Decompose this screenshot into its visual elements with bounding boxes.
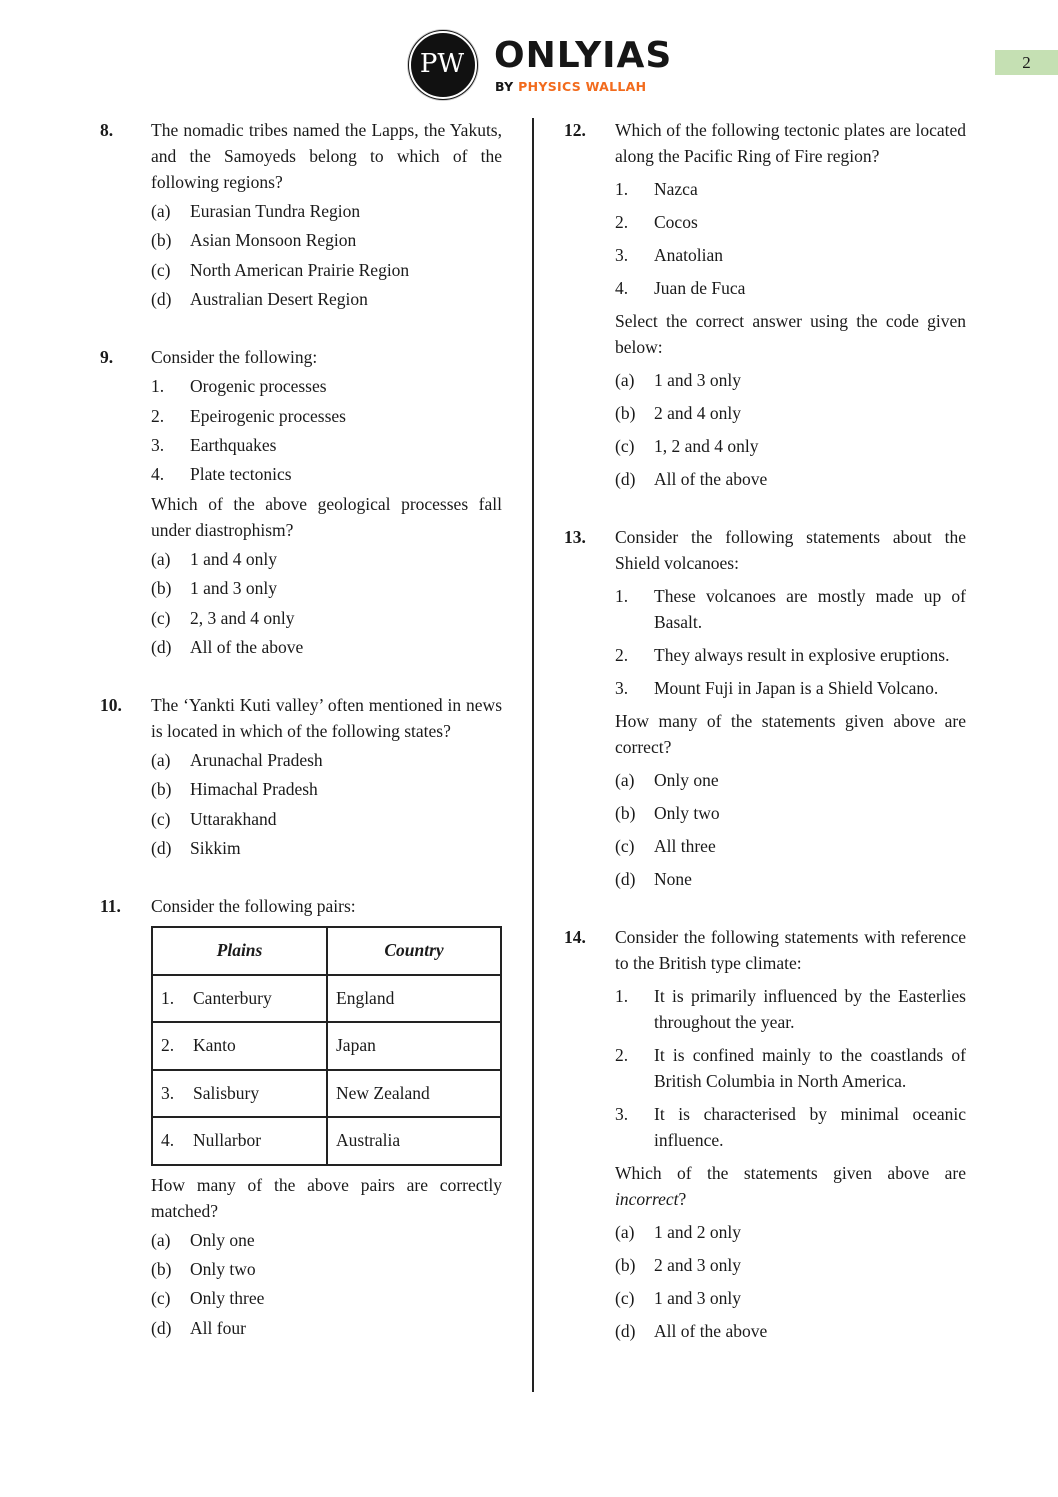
table-row — [152, 1117, 501, 1165]
option-text: 1 and 3 only — [190, 578, 278, 599]
option-d — [615, 1318, 966, 1344]
question-prompt: Which of the above geological processes fall under diastrophism? — [151, 493, 502, 540]
option-text: 1 and 2 only — [654, 1222, 742, 1242]
options-list — [151, 198, 502, 312]
option-marker: (b) — [615, 1255, 636, 1275]
option-marker: (a) — [615, 370, 635, 390]
header-plains: Plains — [152, 927, 327, 975]
header-country: Country — [327, 927, 501, 975]
items-list — [615, 983, 966, 1153]
options-list — [615, 367, 966, 492]
plain-name: Salisbury — [193, 1082, 260, 1103]
option-b — [615, 400, 966, 426]
pairs-table — [151, 926, 502, 1166]
list-item — [615, 275, 966, 301]
table-row — [152, 1070, 501, 1118]
option-b — [151, 227, 502, 253]
option-marker: (d) — [615, 869, 636, 889]
question-number: 14. — [564, 927, 586, 947]
option-text: Only three — [190, 1288, 265, 1309]
item-marker: 2. — [615, 212, 629, 232]
question-11 — [100, 893, 502, 1341]
prompt-end: ? — [678, 1189, 687, 1209]
option-b — [151, 1256, 502, 1282]
item-text: Epeirogenic processes — [190, 405, 346, 426]
list-item — [615, 1101, 966, 1153]
brand-name: ONLYIAS — [494, 35, 673, 76]
page-number: 2 — [995, 50, 1058, 75]
list-item — [151, 432, 502, 458]
item-marker: 3. — [151, 434, 165, 455]
option-c — [151, 605, 502, 631]
list-item — [615, 242, 966, 268]
prompt-emphasis: incorrect — [615, 1189, 679, 1209]
option-text: North American Prairie Region — [190, 259, 410, 280]
option-marker: (b) — [615, 403, 636, 423]
question-number: 13. — [564, 527, 586, 547]
option-text: All of the above — [654, 469, 768, 489]
list-item — [615, 1042, 966, 1094]
question-prompt: Select the correct answer using the code given below: — [615, 311, 966, 357]
list-item — [151, 461, 502, 487]
option-d — [615, 466, 966, 492]
option-marker: (a) — [151, 548, 171, 569]
option-marker: (a) — [151, 201, 171, 221]
option-a — [151, 198, 502, 224]
plain-name: Canterbury — [193, 987, 272, 1008]
option-marker: (d) — [151, 289, 172, 310]
item-text: Anatolian — [654, 245, 724, 265]
list-item — [615, 675, 966, 701]
option-text: Arunachal Pradesh — [190, 749, 323, 770]
items-list — [615, 176, 966, 301]
option-marker: (d) — [615, 469, 636, 489]
option-text: Uttarakhand — [190, 808, 277, 829]
option-marker: (a) — [151, 1229, 171, 1250]
question-12 — [564, 117, 966, 492]
question-text: Which of the following tectonic plates are located along the Pacific Ring of Fire region? — [615, 120, 966, 166]
question-prompt: How many of the above pairs are correctly matched? — [151, 1174, 502, 1221]
option-text: All of the above — [190, 636, 304, 657]
page-header — [0, 0, 1058, 110]
list-item — [615, 176, 966, 202]
question-number: 9. — [100, 347, 114, 368]
option-text: All of the above — [654, 1321, 768, 1341]
options-list — [615, 767, 966, 892]
option-text: 1 and 3 only — [654, 1288, 742, 1308]
option-text: Only two — [654, 803, 720, 823]
option-marker: (c) — [615, 1288, 635, 1308]
items-list — [151, 373, 502, 487]
question-number: 11. — [100, 896, 121, 917]
option-c — [151, 1285, 502, 1311]
list-item — [151, 373, 502, 399]
pw-logo-icon — [408, 30, 478, 100]
list-item — [151, 403, 502, 429]
question-text: The nomadic tribes named the Lapps, the Yakuts, and the Samoyeds belong to which of the following regions? — [151, 120, 502, 192]
item-marker: 3. — [615, 245, 629, 265]
option-text: 2 and 4 only — [654, 403, 742, 423]
option-text: 2, 3 and 4 only — [190, 607, 295, 628]
item-text: These volcanoes are mostly made up of Basalt. — [654, 586, 966, 632]
table-row — [152, 975, 501, 1023]
list-item — [615, 983, 966, 1035]
row-number: 4. — [161, 1130, 175, 1151]
country-cell: Japan — [327, 1022, 501, 1070]
question-prompt — [615, 1160, 966, 1212]
option-text: Eurasian Tundra Region — [190, 201, 361, 221]
option-d — [615, 866, 966, 892]
right-column — [564, 117, 966, 1376]
option-a — [151, 546, 502, 572]
option-marker: (d) — [151, 1317, 172, 1338]
option-c — [615, 1285, 966, 1311]
question-number: 10. — [100, 694, 122, 715]
plain-cell — [152, 975, 327, 1023]
option-marker: (c) — [615, 836, 635, 856]
option-d — [151, 1315, 502, 1341]
option-text: 1 and 4 only — [190, 548, 278, 569]
list-item — [615, 209, 966, 235]
option-text: Only one — [654, 770, 719, 790]
option-marker: (d) — [151, 636, 172, 657]
option-marker: (b) — [151, 779, 172, 800]
item-text: They always result in explosive eruptions. — [654, 645, 950, 665]
options-list — [151, 1227, 502, 1341]
item-text: Mount Fuji in Japan is a Shield Volcano. — [654, 678, 939, 698]
question-prompt: How many of the statements given above are correct? — [615, 711, 966, 757]
option-marker: (a) — [615, 1222, 635, 1242]
option-marker: (c) — [615, 436, 635, 456]
item-text: It is confined mainly to the coastlands of British Columbia in North America. — [654, 1045, 966, 1091]
country-cell: England — [327, 975, 501, 1023]
option-text: All four — [190, 1317, 246, 1338]
option-text: All three — [654, 836, 716, 856]
item-text: It is primarily influenced by the Easterlies throughout the year. — [654, 986, 966, 1032]
brand-sub-accent: PHYSICS WALLAH — [518, 79, 647, 94]
option-marker: (c) — [151, 1288, 171, 1309]
question-10 — [100, 692, 502, 861]
item-marker: 2. — [151, 405, 165, 426]
option-text: Sikkim — [190, 838, 241, 859]
item-marker: 1. — [615, 179, 629, 199]
question-9 — [100, 344, 502, 660]
plain-cell — [152, 1117, 327, 1165]
item-text: Juan de Fuca — [654, 278, 746, 298]
plain-name: Nullarbor — [193, 1130, 262, 1151]
option-marker: (b) — [151, 578, 172, 599]
option-c — [151, 806, 502, 832]
brand-subtitle — [495, 80, 646, 94]
option-b — [615, 800, 966, 826]
option-text: 2 and 3 only — [654, 1255, 742, 1275]
plain-name: Kanto — [193, 1035, 236, 1056]
table-row — [152, 1022, 501, 1070]
item-text: Earthquakes — [190, 434, 277, 455]
options-list — [151, 747, 502, 861]
question-14 — [564, 924, 966, 1344]
question-number: 8. — [100, 120, 114, 140]
option-marker: (d) — [151, 838, 172, 859]
option-c — [151, 257, 502, 283]
option-d — [151, 634, 502, 660]
option-text: Asian Monsoon Region — [190, 230, 357, 251]
list-item — [615, 642, 966, 668]
option-marker: (c) — [151, 808, 171, 829]
option-text: Australian Desert Region — [190, 289, 368, 310]
table-header-row — [152, 927, 501, 975]
plain-cell — [152, 1022, 327, 1070]
items-list — [615, 583, 966, 701]
options-list — [151, 546, 502, 660]
option-text: None — [654, 869, 692, 889]
row-number: 1. — [161, 987, 175, 1008]
options-list — [615, 1219, 966, 1344]
option-d — [151, 835, 502, 861]
left-column — [100, 117, 502, 1373]
option-a — [151, 747, 502, 773]
prompt-text: Which of the statements given above are — [615, 1163, 966, 1183]
option-c — [615, 433, 966, 459]
item-marker: 1. — [151, 376, 165, 397]
item-text: It is characterised by minimal oceanic influence. — [654, 1104, 966, 1150]
item-marker: 2. — [615, 645, 629, 665]
option-marker: (c) — [151, 259, 171, 280]
option-marker: (a) — [151, 749, 171, 770]
row-number: 2. — [161, 1035, 175, 1056]
option-marker: (b) — [151, 1258, 172, 1279]
question-13 — [564, 524, 966, 892]
option-a — [615, 1219, 966, 1245]
option-b — [151, 776, 502, 802]
option-marker: (b) — [151, 230, 172, 251]
option-b — [615, 1252, 966, 1278]
option-marker: (b) — [615, 803, 636, 823]
option-a — [615, 767, 966, 793]
item-text: Cocos — [654, 212, 698, 232]
option-marker: (a) — [615, 770, 635, 790]
item-marker: 3. — [615, 1104, 629, 1124]
column-divider — [532, 118, 534, 1392]
question-text: Consider the following: — [151, 347, 318, 368]
question-text: The ‘Yankti Kuti valley’ often mentioned in news is located in which of the following states? — [151, 694, 502, 741]
item-marker: 3. — [615, 678, 629, 698]
item-marker: 4. — [615, 278, 629, 298]
option-d — [151, 286, 502, 312]
option-c — [615, 833, 966, 859]
plain-cell — [152, 1070, 327, 1118]
option-text: Himachal Pradesh — [190, 779, 318, 800]
option-a — [151, 1227, 502, 1253]
question-text: Consider the following pairs: — [151, 896, 356, 917]
country-cell: Australia — [327, 1117, 501, 1165]
item-marker: 1. — [615, 986, 629, 1006]
option-text: 1, 2 and 4 only — [654, 436, 759, 456]
question-8 — [100, 117, 502, 312]
item-text: Nazca — [654, 179, 698, 199]
option-marker: (c) — [151, 607, 171, 628]
option-text: Only two — [190, 1258, 256, 1279]
item-marker: 4. — [151, 464, 165, 485]
item-marker: 2. — [615, 1045, 629, 1065]
svg-text:PW: PW — [419, 49, 465, 79]
brand-sub-prefix: BY — [495, 79, 519, 94]
item-marker: 1. — [615, 586, 629, 606]
row-number: 3. — [161, 1082, 175, 1103]
question-text: Consider the following statements with reference to the British type climate: — [615, 927, 966, 973]
question-text: Consider the following statements about the Shield volcanoes: — [615, 527, 966, 573]
option-b — [151, 575, 502, 601]
option-text: Only one — [190, 1229, 255, 1250]
question-number: 12. — [564, 120, 586, 140]
item-text: Plate tectonics — [190, 464, 292, 485]
list-item — [615, 583, 966, 635]
item-text: Orogenic processes — [190, 376, 327, 397]
option-marker: (d) — [615, 1321, 636, 1341]
option-a — [615, 367, 966, 393]
country-cell: New Zealand — [327, 1070, 501, 1118]
option-text: 1 and 3 only — [654, 370, 742, 390]
